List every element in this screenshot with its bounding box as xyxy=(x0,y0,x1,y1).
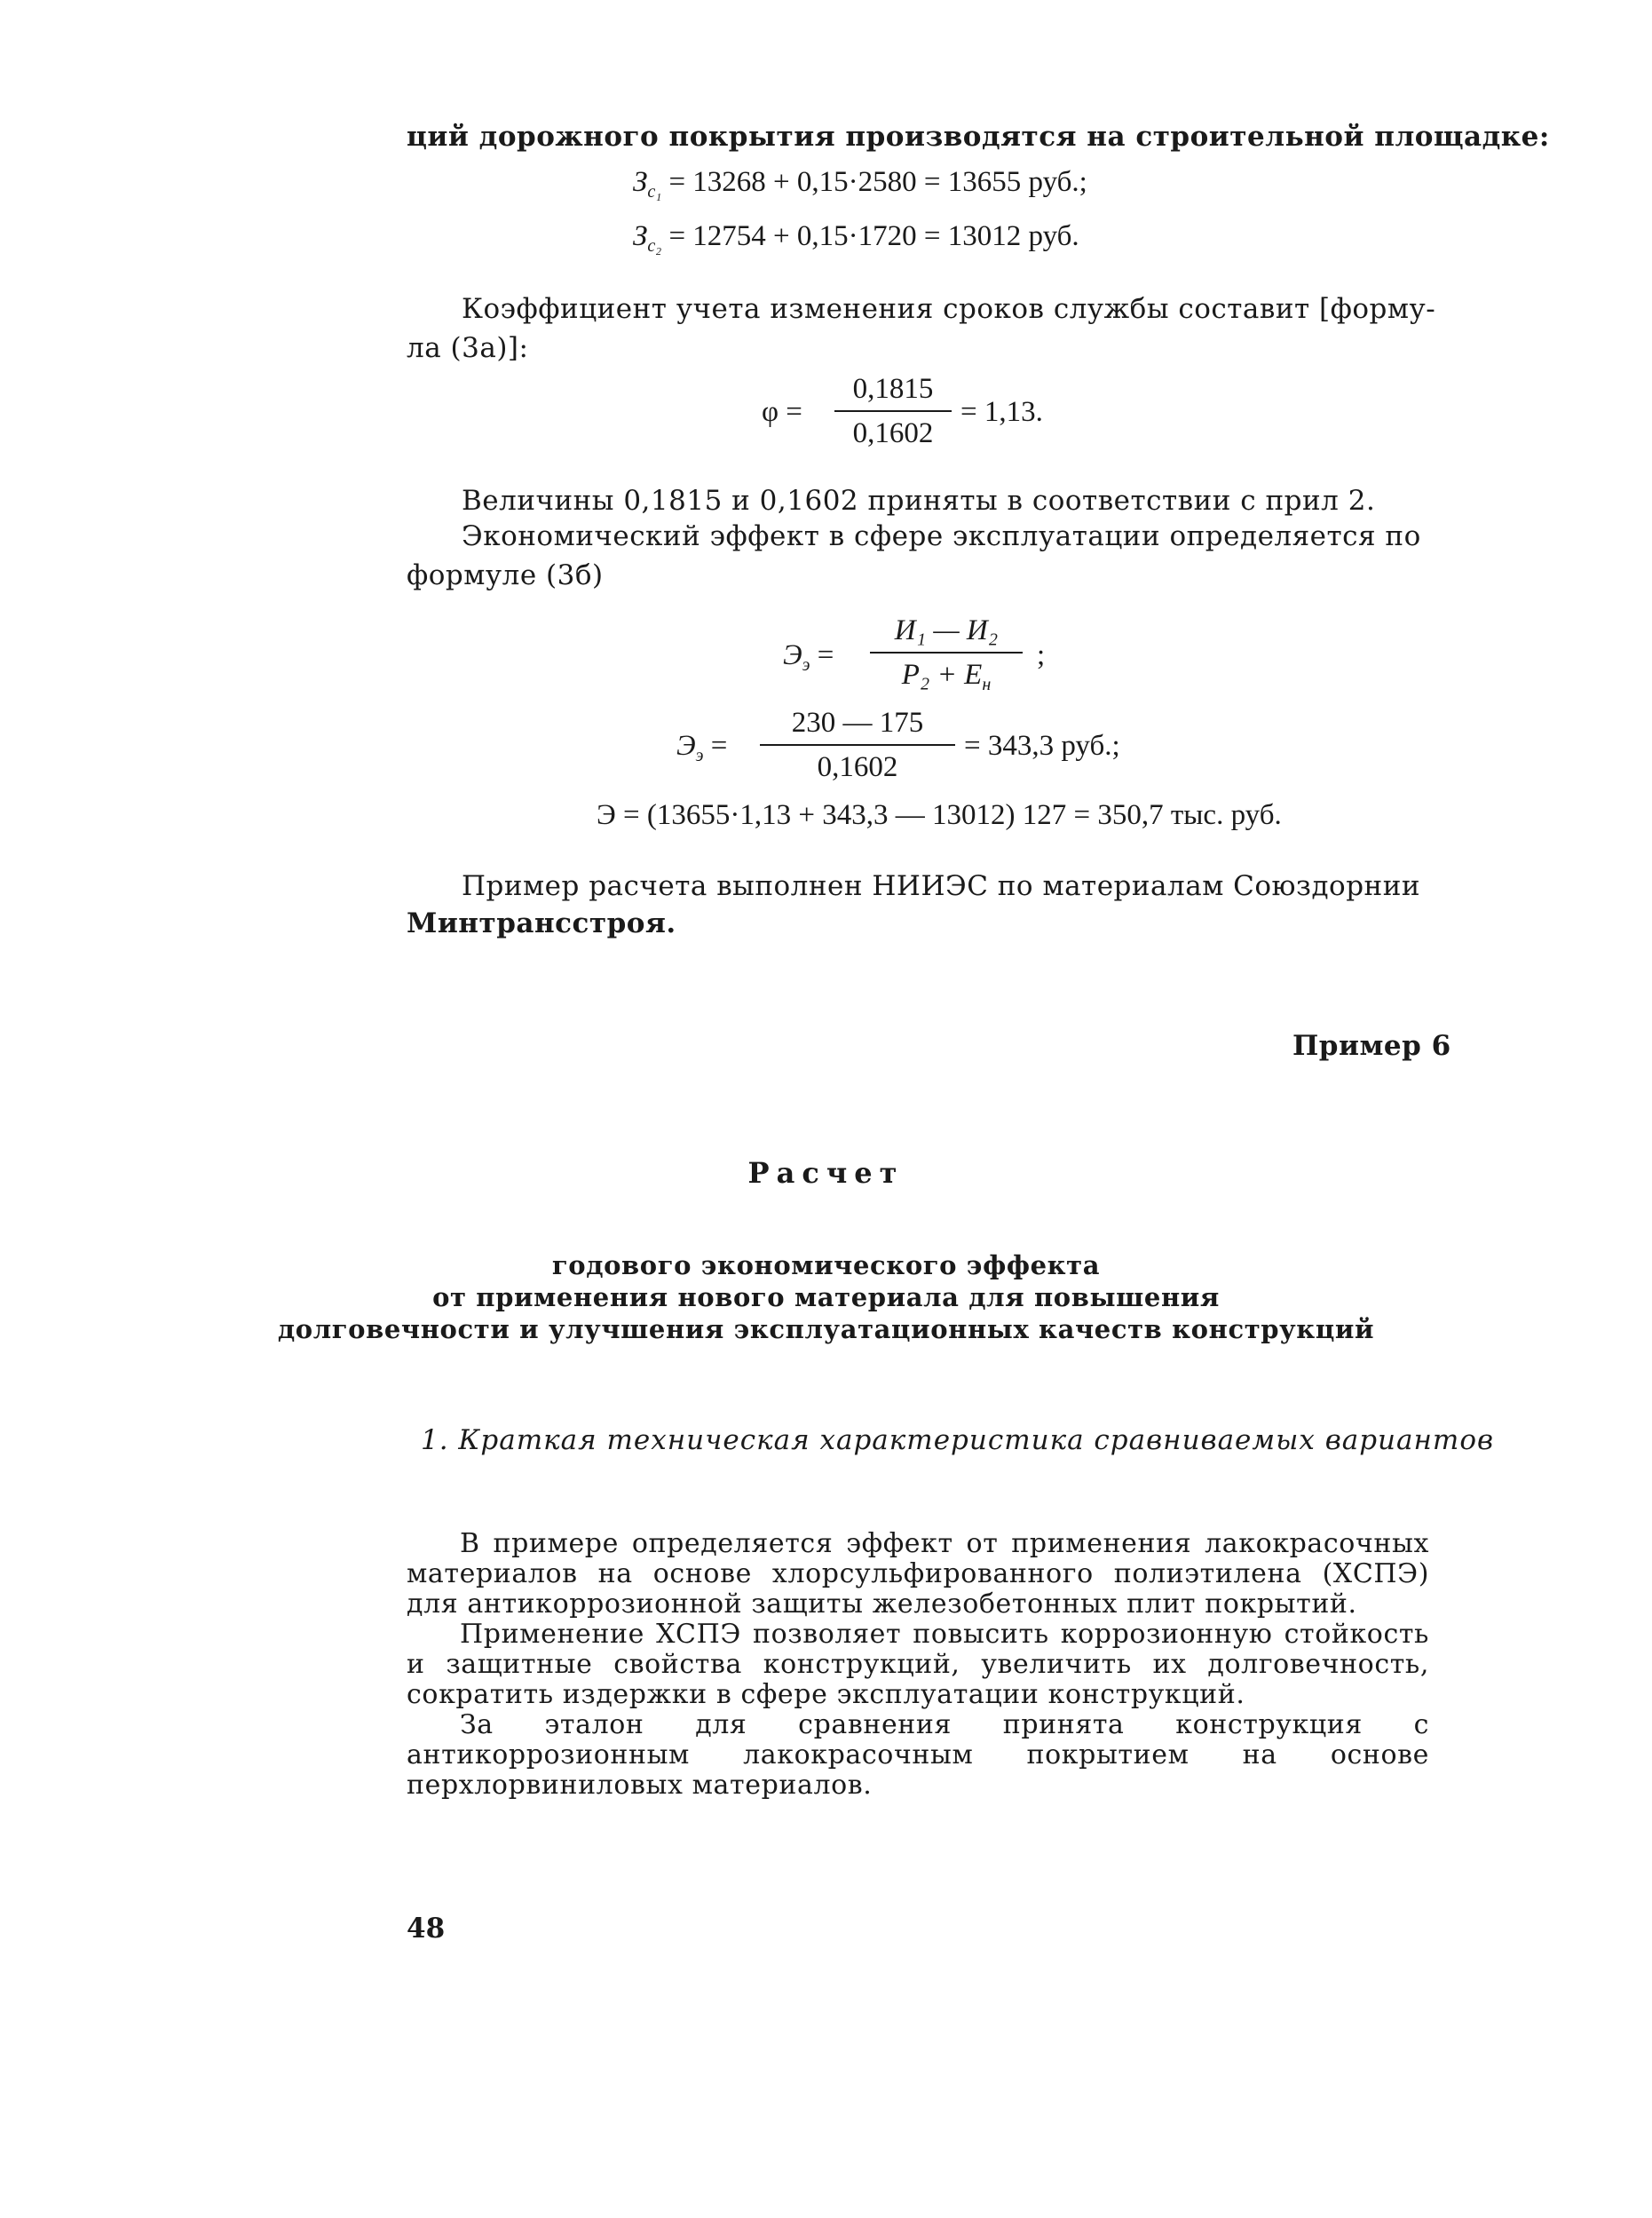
calc-ee-rhs: = 343,3 руб.; xyxy=(964,730,1120,762)
heading: Расчет xyxy=(747,1156,905,1190)
formula-ee-lhs xyxy=(783,639,834,676)
formula-ee-fraction xyxy=(870,613,1023,702)
formula-ee-tail: ; xyxy=(1037,639,1046,671)
phi-lhs: φ = xyxy=(762,396,802,428)
equation-zc2 xyxy=(633,220,1079,257)
phi-rhs: = 1,13. xyxy=(960,396,1043,428)
formula-subscript: э xyxy=(802,655,810,675)
formula-denominator-subscript: н xyxy=(982,675,992,694)
calc-ee-fraction xyxy=(760,705,955,785)
coef-paragraph-line2: ла (3а)]: xyxy=(407,332,529,364)
equation-rhs: = 13268 + 0,15·2580 = 13655 руб.; xyxy=(668,166,1087,198)
equation-rhs: = 12754 + 0,15·1720 = 13012 руб. xyxy=(668,220,1079,252)
total-equation: Э = (13655·1,13 + 343,3 — 13012) 127 = 350,7 тыс. руб. xyxy=(597,799,1282,831)
effect-paragraph-line2: формуле (3б) xyxy=(407,559,604,591)
fraction-bar xyxy=(834,410,952,412)
example-label: Пример 6 xyxy=(1292,1030,1451,1062)
phi-numerator: 0,1815 xyxy=(852,373,934,405)
equation-symbol: З xyxy=(633,220,648,252)
fraction-bar xyxy=(870,652,1023,654)
formula-symbol: Э xyxy=(783,639,802,671)
coef-paragraph-line1: Коэффициент учета изменения сроков службы составит [форму- xyxy=(462,293,1436,325)
effect-paragraph-line1: Экономический эффект в сфере эксплуатации определяется по xyxy=(462,520,1421,552)
paragraph: В примере определяется эффект от применения лакокрасочных материалов на основе хлорсульфированного полиэтилена (ХСПЭ) для антикоррозионной защиты железобетонных плит покрытий. xyxy=(407,1528,1429,1620)
formula-equals: = xyxy=(817,639,834,671)
fraction-bar xyxy=(760,744,955,746)
calc-ee-lhs xyxy=(676,730,727,766)
page-number: 48 xyxy=(407,1913,446,1945)
calc-denominator: 0,1602 xyxy=(817,751,898,783)
equation-symbol: З xyxy=(633,166,648,198)
equation-subscript: с₁ xyxy=(647,182,662,202)
subheading-line1: годового экономического эффекта xyxy=(551,1250,1101,1280)
credit-line2: Минтрансстроя. xyxy=(407,907,676,939)
formula-denominator-text: Р₂ + Е xyxy=(901,659,983,691)
phi-fraction xyxy=(834,371,952,451)
equation-subscript: с₂ xyxy=(647,236,662,256)
intro-line: ций дорожного покрытия производятся на строительной площадке: xyxy=(407,121,1550,153)
paragraph: За эталон для сравнения принята конструкция с антикоррозионным лакокрасочным покрытием на основе перхлорвиниловых материалов. xyxy=(407,1709,1429,1801)
credit-line1: Пример расчета выполнен НИИЭС по материалам Союздорнии xyxy=(462,870,1421,902)
formula-numerator: И₁ — И₂ xyxy=(894,614,999,646)
phi-denominator: 0,1602 xyxy=(852,417,934,449)
formula-subscript: э xyxy=(695,746,704,765)
subheading-line3: долговечности и улучшения эксплуатационных качеств конструкций xyxy=(277,1314,1375,1344)
calc-numerator: 230 — 175 xyxy=(791,707,924,739)
subheading-line2: от применения нового материала для повышения xyxy=(432,1282,1220,1312)
body-text xyxy=(407,1529,1429,1801)
formula-equals: = xyxy=(710,730,728,762)
values-line: Величины 0,1815 и 0,1602 приняты в соответствии с прил 2. xyxy=(462,485,1376,517)
equation-zc1 xyxy=(633,166,1087,202)
section-title: 1. Краткая техническая характеристика сравниваемых вариантов xyxy=(421,1424,1495,1456)
formula-denominator xyxy=(902,657,991,702)
paragraph: Применение ХСПЭ позволяет повысить коррозионную стойкость и защитные свойства конструкций, увеличить их долговечность, сократить издержки в сфере эксплуатации конструкций. xyxy=(407,1619,1429,1710)
formula-symbol: Э xyxy=(676,730,696,762)
